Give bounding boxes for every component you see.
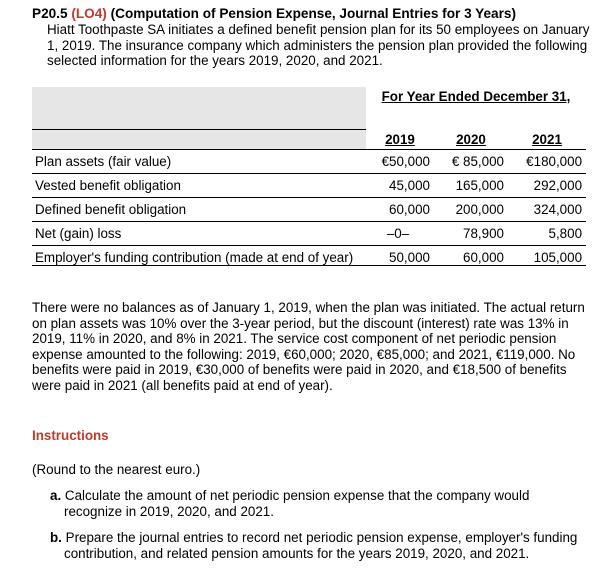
year-2020: 2020: [434, 130, 508, 150]
problem-heading: [32, 6, 592, 22]
intro-text: Hiatt Toothpaste SA initiates a defined benefit pension plan for its 50 employees on January 1, 2019. The insurance company which administers the pension plan provided the following selected information for the years 2019, 2020, and 2021.: [47, 22, 590, 68]
instructions-heading: Instructions: [32, 428, 109, 443]
table-row: Defined benefit obligation 60,000 200,000 324,000: [32, 198, 586, 222]
problem-title: (Computation of Pension Expense, Journal Entries for 3 Years): [110, 6, 516, 21]
table-corner: [32, 87, 366, 130]
details-paragraph: There were no balances as of January 1, 2019, when the plan was initiated. The actual return on plan assets was 10% over the 3-year period, but the discount (interest) rate was 13% in 2019, 11% in 2020, and 8% in 2021. The service cost component of net periodic pension expense amounted to the following: 2019, €60,000; 2020, €85,000; and 2021, €119,000. No benefits were paid in 2019, €30,000 of benefits were paid in 2020, and €18,500 of benefits were paid in 2021 (all benefits paid at end of year).: [32, 300, 585, 393]
table-row: Net (gain) loss –0– 78,900 5,800: [32, 222, 586, 246]
table-row: Employer's funding contribution (made at end of year) 50,000 60,000 105,000: [32, 246, 586, 266]
table-row: Vested benefit obligation 45,000 165,000 292,000: [32, 174, 586, 198]
year-2019: 2019: [366, 130, 434, 150]
learning-objective: (LO4): [71, 6, 107, 21]
pension-data-table: [32, 87, 586, 266]
problem-code: P20.5: [32, 6, 68, 21]
instruction-item-a: a. Calculate the amount of net periodic pension expense that the company would recognize in 2019, 2020, and 2021.: [50, 488, 530, 519]
rounding-note: (Round to the nearest euro.): [32, 462, 201, 477]
table-header: For Year Ended December 31,: [381, 89, 571, 104]
table-row: Plan assets (fair value) €50,000 € 85,000 €180,000: [32, 150, 586, 174]
year-2021: 2021: [508, 130, 586, 150]
instruction-item-b: b. Prepare the journal entries to record net periodic pension expense, employer's funding contribution, and related pension amounts for the years 2019, 2020, and 2021.: [50, 530, 578, 561]
